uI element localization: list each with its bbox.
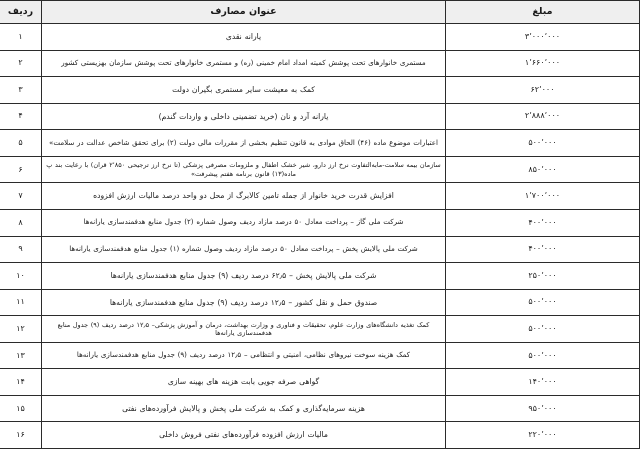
cell-expenditure-title: یارانه نقدی (42, 24, 446, 51)
table-row (0, 50, 640, 77)
cell-amount: ۲۵۰٬۰۰۰ (446, 263, 640, 290)
cell-expenditure-title: صندوق حمل و نقل کشور – ۱۲٫۵ درصد ردیف (۹) جدول منابع هدفمندسازی یارانه‌ها (42, 289, 446, 316)
cell-expenditure-title: کمک تغذیه دانشگاه‌های وزارت علوم، تحقیقات و فناوری و وزارت بهداشت، درمان و آموزش پزشکی– ۱۲٫۵ درصد ردیف (۹) جدول منابع هدفمندسازی یارانه‌ها (42, 316, 446, 343)
cell-amount: ۱٬۶۶۰٬۰۰۰ (446, 50, 640, 77)
table-row (0, 369, 640, 396)
cell-amount: ۶۲٬۰۰۰ (446, 77, 640, 104)
cell-amount: ۹۵۰٬۰۰۰ (446, 395, 640, 422)
cell-amount: ۴۰۰٬۰۰۰ (446, 236, 640, 263)
table-row (0, 395, 640, 422)
table-header-row (0, 1, 640, 24)
cell-row-number: ۷ (0, 183, 42, 210)
cell-row-number: ۱ (0, 24, 42, 51)
table-header (0, 1, 640, 24)
cell-amount: ۲٬۸۸۸٬۰۰۰ (446, 103, 640, 130)
table-row (0, 24, 640, 51)
cell-row-number: ۱۲ (0, 316, 42, 343)
cell-expenditure-title: یارانه آرد و نان (خرید تضمینی داخلی و واردات گندم) (42, 103, 446, 130)
table-row (0, 289, 640, 316)
cell-expenditure-title: شرکت ملی گاز – پرداخت معادل ۵۰ درصد مازاد ردیف وصول شماره (۲) جدول منابع هدفمندسازی یارانه‌ها (42, 209, 446, 236)
cell-amount: ۵۰۰٬۰۰۰ (446, 316, 640, 343)
column-header-row-number: ردیف (0, 1, 42, 24)
cell-row-number: ۳ (0, 77, 42, 104)
cell-row-number: ۶ (0, 156, 42, 183)
cell-expenditure-title: کمک به معیشت سایر مستمری بگیران دولت (42, 77, 446, 104)
cell-expenditure-title: شرکت ملی پالایش پخش – ۶۲٫۵ درصد ردیف (۹) جدول منابع هدفمندسازی یارانه‌ها (42, 263, 446, 290)
cell-amount: ۵۰۰٬۰۰۰ (446, 130, 640, 157)
cell-amount: ۳٬۰۰۰٬۰۰۰ (446, 24, 640, 51)
cell-amount: ۵۰۰٬۰۰۰ (446, 289, 640, 316)
cell-row-number: ۴ (0, 103, 42, 130)
cell-row-number: ۱۵ (0, 395, 42, 422)
cell-expenditure-title: مستمری خانوارهای تحت پوشش کمیته امداد امام خمینی (ره) و مستمری خانوارهای تحت پوشش سازمان بهزیستی کشور (42, 50, 446, 77)
table-row (0, 342, 640, 369)
cell-row-number: ۹ (0, 236, 42, 263)
column-header-expenditure-title: عنوان مصارف (42, 1, 446, 24)
table-body (0, 24, 640, 449)
cell-amount: ۵۰۰٬۰۰۰ (446, 342, 640, 369)
cell-expenditure-title: گواهی صرفه جویی بابت هزینه های بهینه سازی (42, 369, 446, 396)
cell-row-number: ۲ (0, 50, 42, 77)
table-row (0, 316, 640, 343)
cell-amount: ۱٬۷۰۰٬۰۰۰ (446, 183, 640, 210)
cell-amount: ۲۲۰٬۰۰۰ (446, 422, 640, 449)
cell-expenditure-title: شرکت ملی پالایش پخش – پرداخت معادل ۵۰ درصد مازاد ردیف وصول شماره (۱) جدول منابع هدفمندسازی یارانه‌ها (42, 236, 446, 263)
cell-expenditure-title: کمک هزینه سوخت نیروهای نظامی، امنیتی و انتظامی – ۱۲٫۵ درصد ردیف (۹) جدول منابع هدفمندسازی یارانه‌ها (42, 342, 446, 369)
cell-amount: ۱۴۰٬۰۰۰ (446, 369, 640, 396)
cell-expenditure-title: اعتبارات موضوع ماده (۴۶) الحاق موادی به قانون تنظیم بخشی از مقررات مالی دولت (۲) برای تحقق شاخص عدالت در سلامت» (42, 130, 446, 157)
table-row (0, 77, 640, 104)
cell-row-number: ۱۶ (0, 422, 42, 449)
table-row (0, 130, 640, 157)
cell-amount: ۸۵۰٬۰۰۰ (446, 156, 640, 183)
cell-row-number: ۱۳ (0, 342, 42, 369)
cell-amount: ۴۰۰٬۰۰۰ (446, 209, 640, 236)
cell-row-number: ۱۴ (0, 369, 42, 396)
table-row (0, 209, 640, 236)
cell-row-number: ۱۰ (0, 263, 42, 290)
cell-row-number: ۵ (0, 130, 42, 157)
column-header-amount: مبلغ (446, 1, 640, 24)
table-row (0, 422, 640, 449)
cell-expenditure-title: افزایش قدرت خرید خانوار از جمله تامین کالابرگ از محل دو واحد درصد مالیات ارزش افزوده (42, 183, 446, 210)
cell-row-number: ۱۱ (0, 289, 42, 316)
table-row (0, 263, 640, 290)
cell-row-number: ۸ (0, 209, 42, 236)
table-row (0, 236, 640, 263)
cell-expenditure-title: مالیات ارزش افزوده فرآورده‌های نفتی فروش داخلی (42, 422, 446, 449)
table-row (0, 103, 640, 130)
table-row (0, 183, 640, 210)
cell-expenditure-title: سازمان بیمه سلامت-مابه‌التفاوت نرخ ارز دارو، شیر خشک اطفال و ملزومات مصرفی پزشکی (تا نرخ ارز ترجیحی ۲٬۸۵۰ قران) با رعایت بند پ ماده(۱۳) قانون برنامه هفتم پیشرفت» (42, 156, 446, 183)
table-row (0, 156, 640, 183)
cell-expenditure-title: هزینه سرمایه‌گذاری و کمک به شرکت ملی پخش و پالایش فرآورده‌های نفتی (42, 395, 446, 422)
